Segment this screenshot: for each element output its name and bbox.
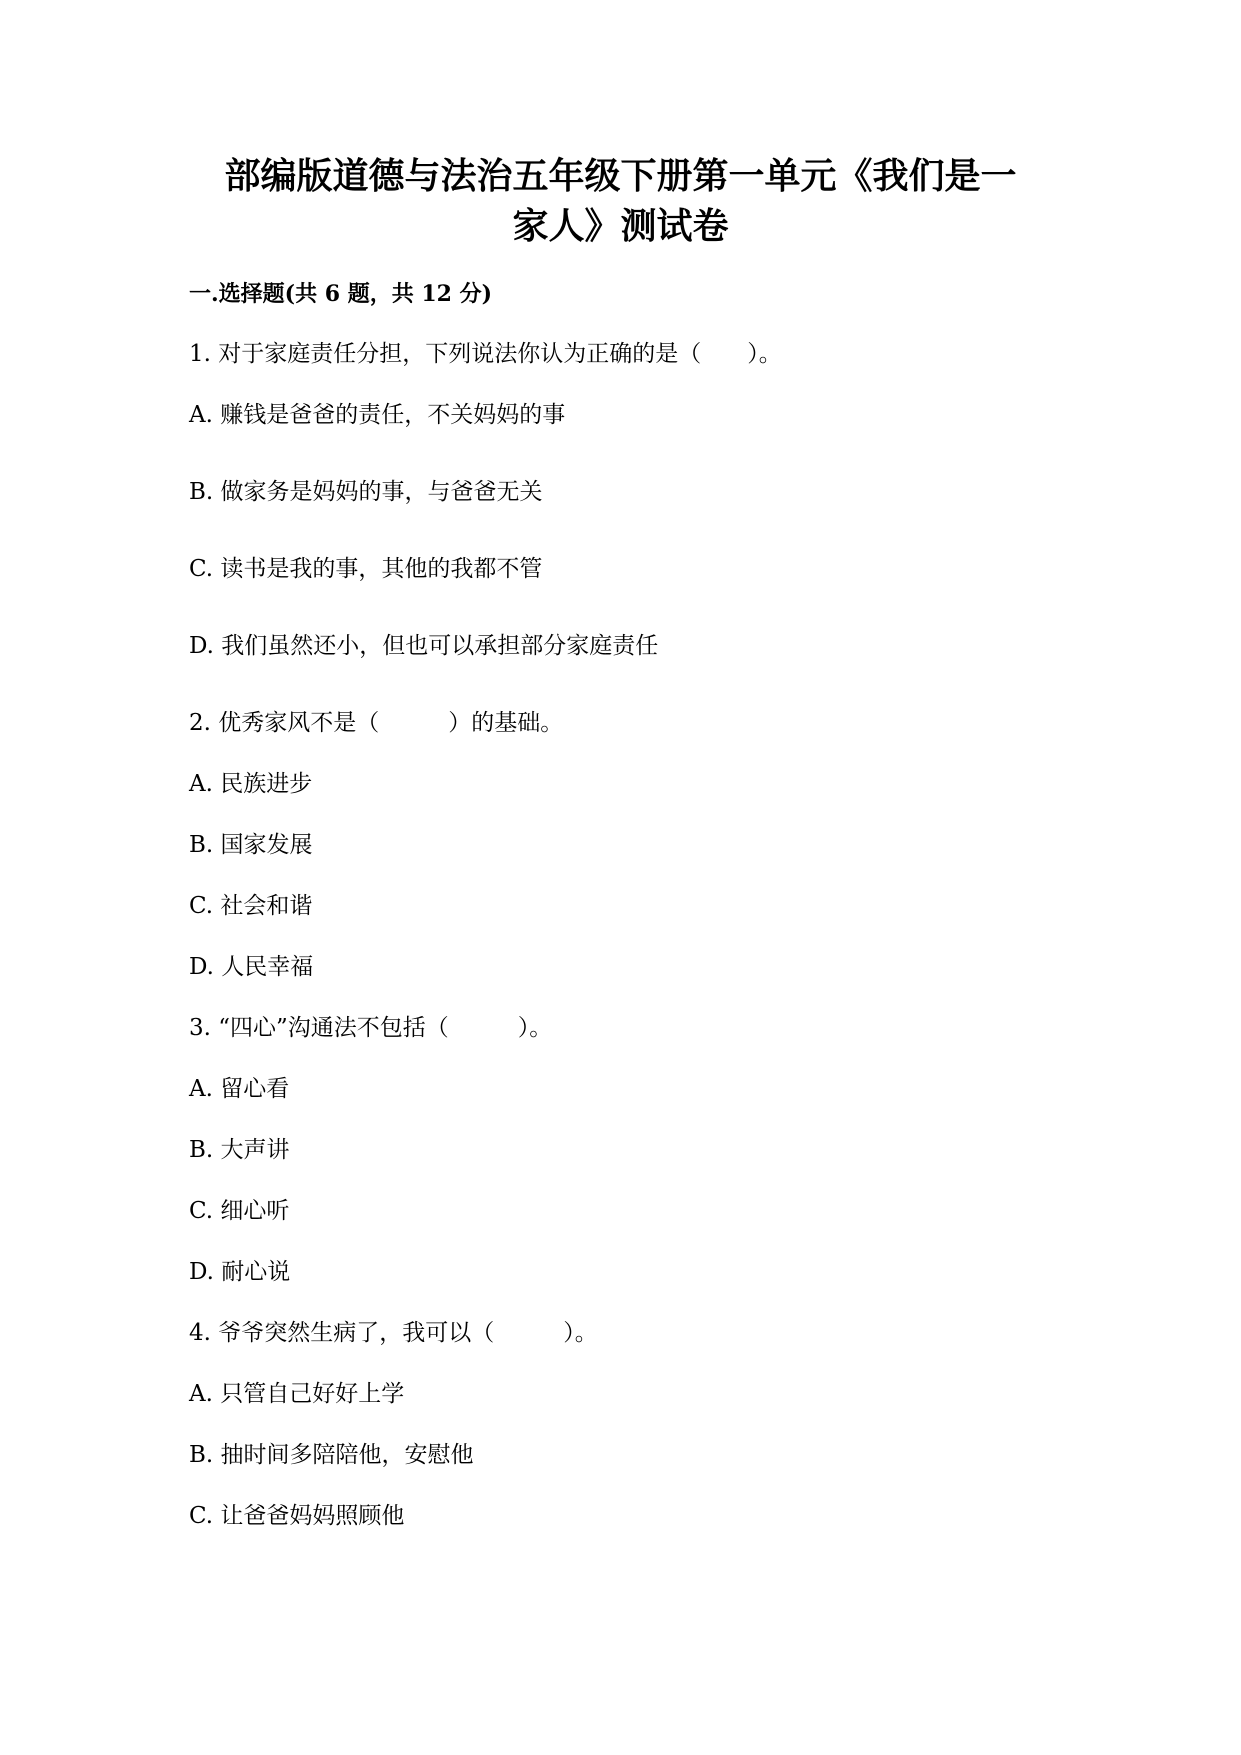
question-1-option-d: D. 我们虽然还小，但也可以承担部分家庭责任 [189,633,659,659]
question-1-stem: 1. 对于家庭责任分担，下列说法你认为正确的是（ ）。 [189,341,782,367]
section-heading: 一.选择题(共 6 题，共 12 分) [189,281,493,307]
question-3-option-b: B. 大声讲 [189,1137,290,1163]
question-4-stem: 4. 爷爷突然生病了，我可以（ ）。 [189,1320,598,1346]
question-2-stem: 2. 优秀家风不是（ ）的基础。 [189,710,564,736]
question-4-option-b: B. 抽时间多陪陪他，安慰他 [189,1442,474,1468]
question-3-option-d: D. 耐心说 [189,1259,291,1285]
question-4-option-a: A. 只管自己好好上学 [189,1381,405,1407]
question-2-option-b: B. 国家发展 [189,832,313,858]
question-3-option-c: C. 细心听 [189,1198,290,1224]
question-2-option-d: D. 人民幸福 [189,954,314,980]
question-4-option-c: C. 让爸爸妈妈照顾他 [189,1503,405,1529]
question-1-option-c: C. 读书是我的事，其他的我都不管 [189,556,543,582]
question-1-option-a: A. 赚钱是爸爸的责任，不关妈妈的事 [189,402,566,428]
page-title-line-1: 部编版道德与法治五年级下册第一单元《我们是一 [224,155,1017,197]
question-3-option-a: A. 留心看 [189,1076,290,1102]
question-2-option-c: C. 社会和谐 [189,893,313,919]
page-title-line-2: 家人》测试卷 [512,205,729,247]
question-2-option-a: A. 民族进步 [189,771,313,797]
question-3-stem: 3. “四心”沟通法不包括（ ）。 [189,1015,553,1041]
question-1-option-b: B. 做家务是妈妈的事，与爸爸无关 [189,479,543,505]
